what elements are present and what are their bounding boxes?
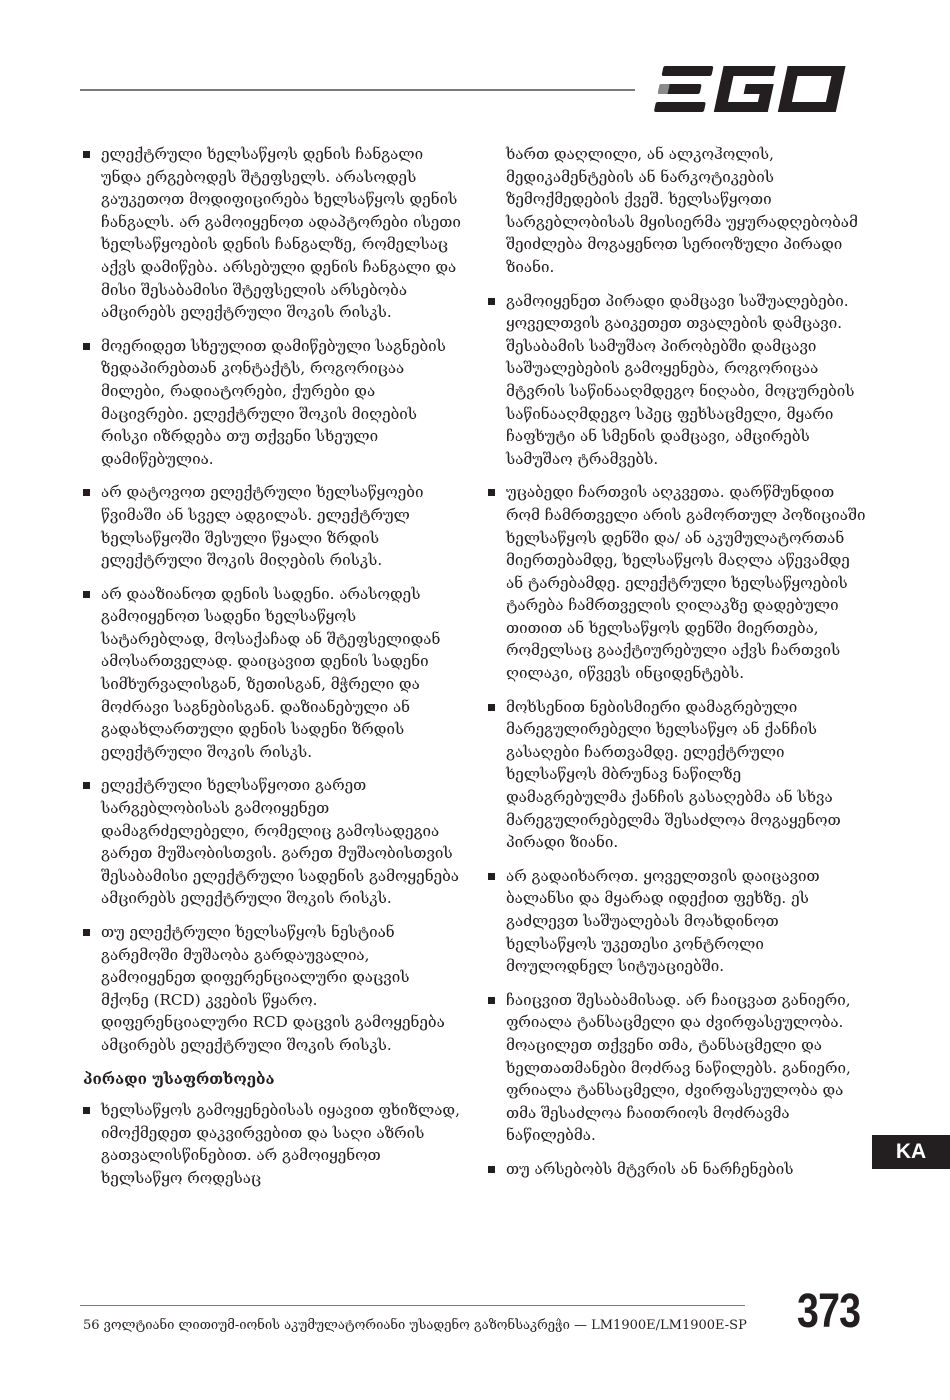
bullet-item bbox=[83, 583, 461, 764]
square-bullet-icon bbox=[83, 1107, 90, 1114]
bullet-text: ელექტრული ხელსაწყოს დენის ჩანგალი უნდა ერგებოდეს შტეფსელს. არასოდეს გაუკეთოთ მოდიფიცირება ხელსაწყოს დენის ჩანგალს. არ გამოიყენოთ ადაპტორები ისეთი ხელსაწყოების დენის ჩანგალზე, რომელსაც აქვს დამიწება. არსებული დენის ჩანგალი და მისი შესაბამისი შტეფსელის არსებობა ამცირებს ელექტრული შოკის რისკს. bbox=[101, 145, 461, 322]
page-number: 373 bbox=[797, 1285, 861, 1338]
section-heading: პირადი უსაფრთხოება bbox=[83, 1069, 275, 1088]
bullet-item bbox=[488, 696, 866, 854]
bullet-item bbox=[488, 865, 866, 978]
bullet-text: ხელსაწყოს გამოყენებისას იყავით ფხიზლად, იმოქმედეთ დაკვირვებით და საღი აზრის გათვალისწინებით. არ გამოიყენოთ ხელსაწყო როდესაც bbox=[101, 1101, 460, 1187]
square-bullet-icon bbox=[488, 873, 495, 880]
square-bullet-icon bbox=[83, 343, 90, 350]
bullet-text: უცაბედი ჩართვის აღკვეთა. დარწმუნდით რომ ჩამრთველი არის გამორთულ პოზიციაში ხელსაწყოს დენში და/ ან აკუმულატორთან მიერთებამდე, ხელსაწყოს მაღლა აწევამდე ან ტარებამდე. ელექტრული ხელსაწყოების ტარება ჩამრთველის ღილაკზე დადებული თითით ან ხელსაწყოს დენში მიერთება, რომელსაც გააქტიურებული აქვს ჩართვის ღილაკი, იწვევს ინციდენტებს. bbox=[506, 483, 866, 683]
bullet-item bbox=[488, 989, 866, 1147]
square-bullet-icon bbox=[83, 151, 90, 158]
bullet-text: გამოიყენეთ პირადი დამცავი საშუალებები. ყოველთვის გაიკეთეთ თვალების დამცავი. შესაბამის სამუშაო პირობებში დამცავი საშუალებების გამოყენება, როგორიცაა მტვრის საწინააღმდეგო ნიღაბი, მოცურების საწინააღმდეგო სპეც ფეხსაცმელი, მყარი ჩაფხუტი ან სმენის დამცავი, ამცირებს სამუშაო ტრამვებს. bbox=[506, 291, 855, 468]
bullet-item bbox=[83, 921, 461, 1057]
square-bullet-icon bbox=[488, 1166, 495, 1173]
bullet-item bbox=[83, 1099, 461, 1189]
right-column bbox=[488, 143, 866, 1192]
square-bullet-icon bbox=[488, 997, 495, 1004]
continued-text: ხართ დაღლილი, ან ალკოჰოლის, მედიკამენტების ან ნარკოტიკების ზემოქმედების ქვეშ. ხელსაწყოთი სარგებლობისას მყისიერმა უყურადღებობამ შეიძლება მოგაყენოთ სერიოზული პირადი ზიანი. bbox=[506, 145, 858, 276]
ego-logo bbox=[650, 64, 862, 114]
square-bullet-icon bbox=[83, 591, 90, 598]
bullet-item bbox=[83, 143, 461, 324]
bullet-item bbox=[488, 481, 866, 684]
square-bullet-icon bbox=[83, 929, 90, 936]
bullet-item bbox=[488, 290, 866, 471]
bullet-item bbox=[83, 335, 461, 471]
bullet-item bbox=[83, 774, 461, 910]
language-tab: KA bbox=[872, 1135, 950, 1169]
square-bullet-icon bbox=[83, 489, 90, 496]
left-column bbox=[83, 143, 461, 1201]
bullet-text: არ დააზიანოთ დენის სადენი. არასოდეს გამოიყენოთ სადენი ხელსაწყოს სატარებლად, მოსაქაჩად ან შტეფსელიდან ამოსართველად. დაიცავით დენის სადენი სიმხურვალისგან, ზეთისგან, მჭრელი და მოძრავი საგნებისგან. დაზიანებული ან გადახლართული დენის სადენი ზრდის ელექტრული შოკის რისკს. bbox=[101, 584, 441, 761]
bullet-text: მოერიდეთ სხეულით დამიწებული საგნების ზედაპირებთან კონტაქტს, როგორიცაა მილები, რადიატორები, ქურები და მაცივრები. ელექტრული შოკის მიღების რისკი იზრდება თუ თქვენი სხეული დამიწებულია. bbox=[101, 336, 446, 468]
bullet-text: არ დატოვოთ ელექტრული ხელსაწყოები წვიმაში ან სველ ადგილას. ელექტრულ ხელსაწყოში შესული წყალი ზრდის ელექტრული შოკის მიღების რისკს. bbox=[101, 483, 424, 570]
square-bullet-icon bbox=[83, 782, 90, 789]
bullet-text: მოხსენით ნებისმიერი დამაგრებული მარეგულირებელი ხელსაწყო ან ქანჩის გასაღები ჩართვამდე. ელექტრული ხელსაწყოს მბრუნავ ნაწილზე დამაგრებულმა ქანჩის გასაღებმა ან სხვა მარეგულირებელმა შესაძლოა მოგაყენოთ პირადი ზიანი. bbox=[506, 697, 841, 852]
bullet-item bbox=[488, 1158, 866, 1181]
square-bullet-icon bbox=[488, 489, 495, 496]
square-bullet-icon bbox=[488, 704, 495, 711]
bullet-text: არ გადაიხაროთ. ყოველთვის დაიცავით ბალანსი და მყარად იდექით ფეხზე. ეს გაძლევთ საშუალებას მოახდინოთ ხელსაწყოს უკეთესი კონტროლი მოულოდნელ სიტუაციებში. bbox=[506, 866, 820, 976]
bullet-text: ელექტრული ხელსაწყოთი გარეთ სარგებლობისას გამოიყენეთ დამაგრძელებელი, რომელიც გამოსადეგია გარეთ მუშაობისთვის. გარეთ მუშაობისთვის შესაბამისი ელექტრული სადენის გამოყენება ამცირებს ელექტრული შოკის რისკს. bbox=[101, 776, 459, 908]
header-rule bbox=[80, 89, 635, 91]
bullet-text: თუ ელექტრული ხელსაწყოს ნესტიან გარემოში მუშაობა გარდაუვალია, გამოიყენეთ დიფერენციალური დაცვის მქონე (RCD) კვების წყარო. დიფერენციალური RCD დაცვის გამოყენება ამცირებს ელექტრული შოკის რისკს. bbox=[101, 923, 445, 1054]
bullet-item bbox=[83, 481, 461, 571]
bullet-text: ჩაიცვით შესაბამისად. არ ჩაიცვათ განიერი, ფრიალა ტანსაცმელი და ძვირფასეულობა. მოაცილეთ თქვენი თმა, ტანსაცმელი და ხელთათმანები მოძრავ ნაწილებს. განიერი, ფრიალა ტანსაცმელი, ძვირფასეულობა და თმა შესაძლოა ჩაითრიოს მოძრავმა ნაწილებმა. bbox=[506, 990, 851, 1145]
bullet-text: თუ არსებობს მტვრის ან ნარჩენების bbox=[506, 1159, 794, 1178]
footer-rule bbox=[80, 1305, 745, 1306]
footer-text: 56 ვოლტიანი ლითიუმ-იონის აკუმულატორიანი უსადენო გაზონსაკრეჭი — LM1900E/LM1900E-SP bbox=[83, 1318, 747, 1333]
square-bullet-icon bbox=[488, 298, 495, 305]
